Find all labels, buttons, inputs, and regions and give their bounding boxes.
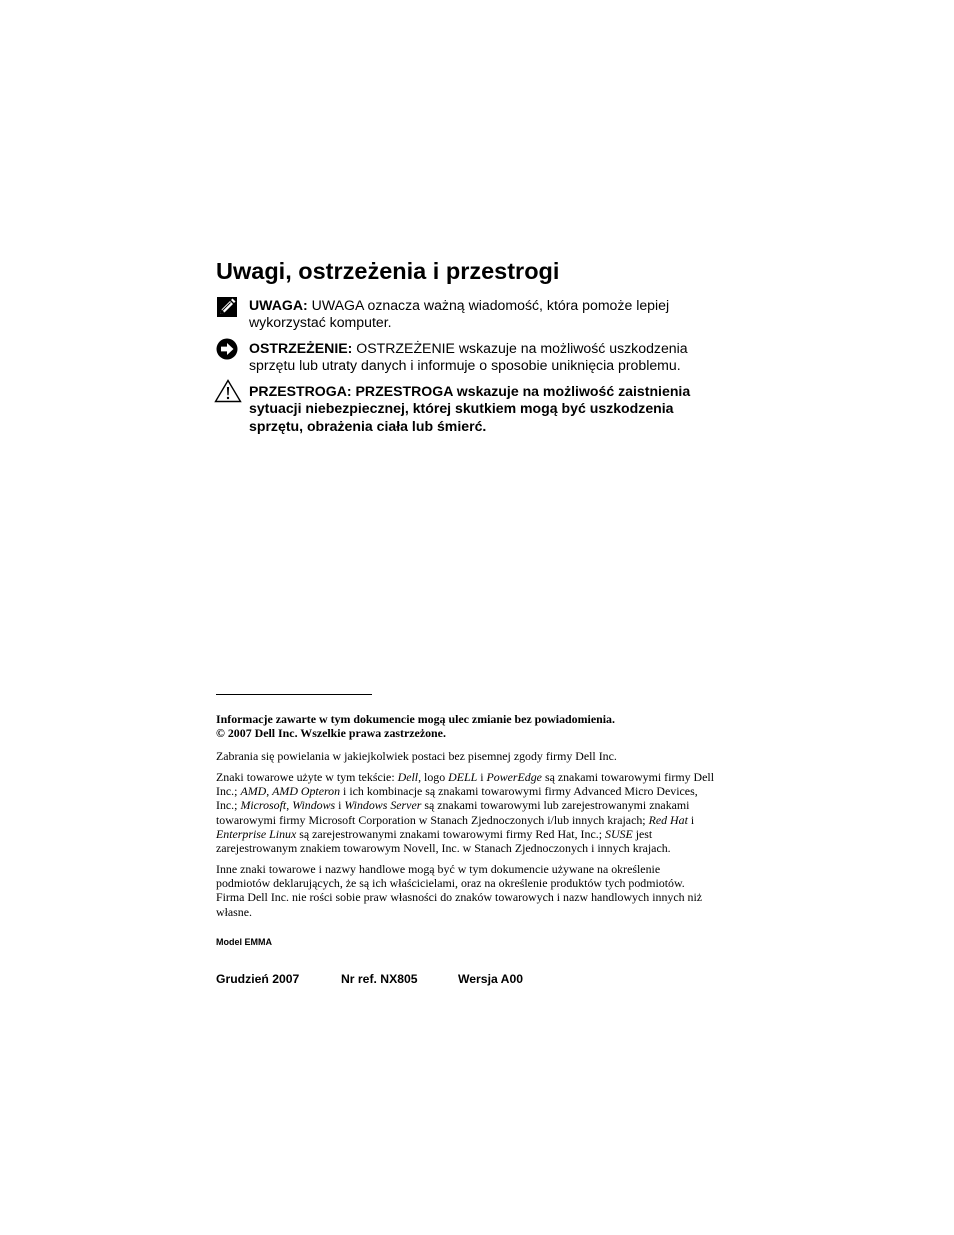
trademark-windows: Windows bbox=[292, 798, 336, 813]
caution-label: PRZESTROGA: bbox=[249, 383, 352, 399]
note-notice bbox=[216, 297, 716, 332]
trademark-text: są znakami towarowymi lub zarejestrowanymi znakami towarowymi firmy Microsoft Corporation w Stanach Zjednoczonych i/lub innych krajach; bbox=[216, 798, 690, 827]
note-label: UWAGA: bbox=[249, 297, 308, 313]
trademark-suse: SUSE bbox=[605, 826, 633, 841]
footer-revision: Wersja A00 bbox=[458, 972, 524, 986]
separator-line bbox=[216, 694, 372, 695]
warning-notice bbox=[216, 340, 716, 375]
reproduction-notice: Zabrania się powielania w jakiejkolwiek postaci bez pisemnej zgody firmy Dell Inc. bbox=[216, 749, 617, 763]
trademark-text: są znakami towarowymi firmy Dell Inc.; bbox=[216, 770, 715, 799]
footer-date: Grudzień 2007 bbox=[216, 972, 300, 986]
caution-text bbox=[249, 383, 716, 435]
trademark-text: Znaki towarowe użyte w tym tekście: bbox=[216, 770, 398, 784]
trademarks-paragraph bbox=[216, 770, 716, 855]
trademark-text: , logo bbox=[418, 770, 449, 784]
trademark-text: , bbox=[286, 798, 293, 813]
trademark-text: i bbox=[687, 812, 695, 827]
warning-text bbox=[249, 340, 716, 375]
trademark-text: i ich kombinacje są znakami towarowymi firmy Advanced Micro Devices, Inc.; bbox=[216, 784, 698, 813]
footer-part-number: Nr ref. NX805 bbox=[341, 972, 418, 986]
page-title: Uwagi, ostrzeżenia i przestrogi bbox=[216, 258, 560, 284]
caution-notice bbox=[216, 383, 716, 435]
other-trademarks-paragraph: Inne znaki towarowe i nazwy handlowe mogą być w tym dokumencie używane na określenie podmiotów deklarujących, że są ich właścicielami, oraz na określenie produktów tych podmiotów. Firma Dell Inc. nie rości sobie praw własności do znaków towarowych i nazw handlowych innych niż własne. bbox=[216, 862, 703, 919]
trademark-text: jest zarejestrowanym znakiem towarowym Novell, Inc. w Stanach Zjednoczonych i innych krajach. bbox=[216, 826, 671, 856]
caution-triangle-icon bbox=[214, 379, 242, 408]
trademark-text: i bbox=[477, 770, 487, 784]
trademark-windows-server: Windows Server bbox=[344, 798, 422, 813]
trademark-dell: Dell bbox=[397, 770, 419, 784]
trademark-enterprise-linux: Enterprise Linux bbox=[216, 826, 297, 841]
caution-body: PRZESTROGA wskazuje na możliwość zaistnienia sytuacji niebezpiecznej, której skutkiem mogą być uszkodzenia sprzętu, obrażenia ciała lub śmierć. bbox=[249, 383, 691, 434]
trademark-text: i bbox=[335, 798, 345, 813]
note-text bbox=[249, 297, 716, 332]
copyright-line: © 2007 Dell Inc. Wszelkie prawa zastrzeżone. bbox=[216, 726, 446, 741]
note-pencil-icon bbox=[216, 297, 238, 322]
warning-label: OSTRZEŻENIE: bbox=[249, 340, 353, 356]
trademark-dell-logo: DELL bbox=[448, 770, 478, 784]
trademark-text: są zarejestrowanymi znakami towarowymi firmy Red Hat, Inc.; bbox=[296, 826, 605, 841]
warning-body: OSTRZEŻENIE wskazuje na możliwość uszkodzenia sprzętu lub utraty danych i informuje o sposobie uniknięcia problemu. bbox=[249, 340, 688, 374]
trademark-red-hat: Red Hat bbox=[648, 812, 688, 827]
info-line: Informacje zawarte w tym dokumencie mogą ulec zmianie bez powiadomienia. bbox=[216, 712, 615, 726]
trademark-amd: AMD bbox=[240, 784, 267, 799]
note-body: UWAGA oznacza ważną wiadomość, która pomoże lepiej wykorzystać komputer. bbox=[249, 297, 670, 331]
trademark-microsoft: Microsoft bbox=[240, 798, 287, 813]
info-block bbox=[216, 712, 716, 740]
model-label: Model EMMA bbox=[216, 937, 272, 947]
trademark-amd-opteron: AMD Opteron bbox=[272, 784, 341, 799]
trademark-text: , bbox=[266, 784, 273, 799]
trademark-poweredge: PowerEdge bbox=[486, 770, 542, 784]
notice-arrow-icon bbox=[216, 338, 238, 365]
